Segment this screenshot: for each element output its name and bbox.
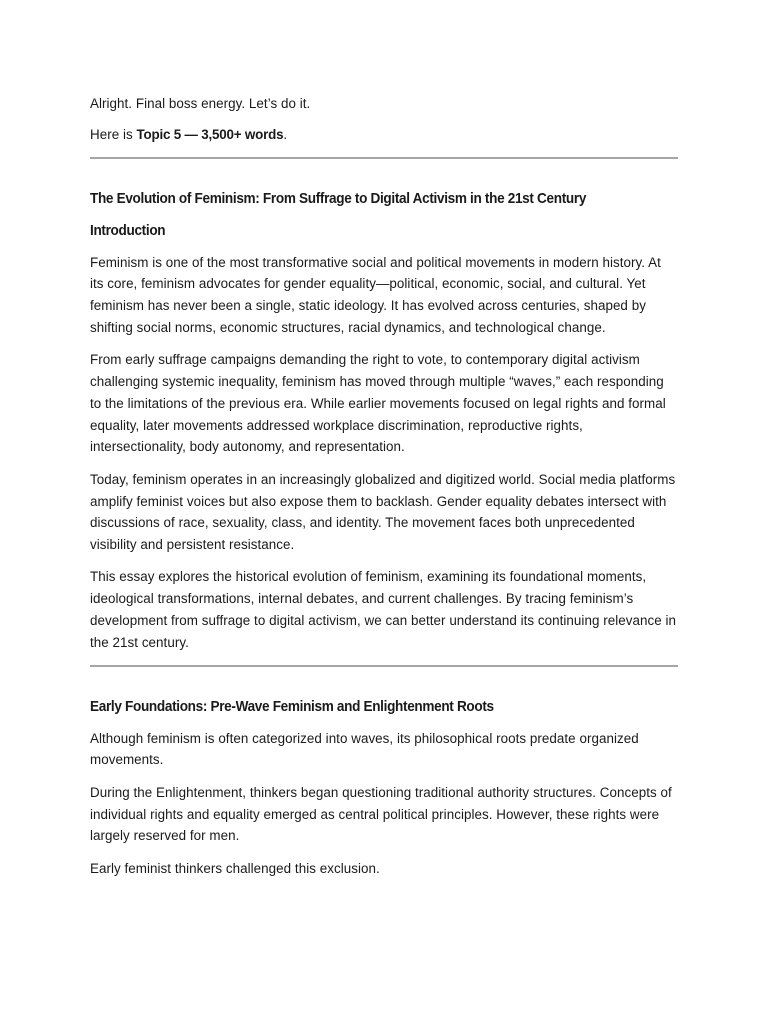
early-foundations-paragraph: Early feminist thinkers challenged this exclusion. <box>90 860 380 876</box>
introduction-heading: Introduction <box>90 222 166 239</box>
essay-title: The Evolution of Feminism: From Suffrage to Digital Activism in the 21st Century <box>90 190 587 207</box>
early-foundations-paragraph: Although feminism is often categorized into waves, its philosophical roots predate organized movements. <box>90 730 639 768</box>
preface-prefix: Here is <box>90 126 137 142</box>
introduction-paragraph: Today, feminism operates in an increasingly globalized and digitized world. Social media platforms amplify feminist voices but also expose them to backlash. Gender equality debates intersect with discussions of race, sexuality, class, and identity. The movement faces both unprecedented visibility and persistent resistance. <box>90 471 676 553</box>
section-divider <box>90 157 678 159</box>
introduction-paragraph: This essay explores the historical evolution of feminism, examining its foundational moments, ideological transformations, internal debates, and current challenges. By tracing feminism’s development from suffrage to digital activism, we can better understand its continuing relevance in the 21st century. <box>90 569 677 650</box>
preface-suffix: . <box>283 126 288 142</box>
introduction-paragraph: From early suffrage campaigns demanding the right to vote, to contemporary digital activism challenging systemic inequality, feminism has moved through multiple “waves,” each responding to the limitations of the previous era. While earlier movements focused on legal rights and formal equality, later movements addressed workplace discrimination, reproductive rights, intersectionality, body autonomy, and representation. <box>90 352 666 455</box>
section-divider <box>90 665 678 667</box>
preface-line: Alright. Final boss energy. Let’s do it. <box>90 96 311 111</box>
introduction-paragraph: Feminism is one of the most transformative social and political movements in modern history. At its core, feminism advocates for gender equality—political, economic, social, and cultural. Yet feminism has never been a single, static ideology. It has evolved across centuries, shaped by shifting social norms, economic structures, racial dynamics, and technological change. <box>90 254 661 335</box>
document-page <box>90 93 678 890</box>
early-foundations-paragraph: During the Enlightenment, thinkers began questioning traditional authority structures. Concepts of individual rights and equality emerged as central political principles. However, these rights were largely reserved for men. <box>90 784 672 844</box>
early-foundations-heading: Early Foundations: Pre-Wave Feminism and Enlightenment Roots <box>90 698 494 715</box>
preface-topic-line <box>90 124 678 146</box>
preface-topic-bold: Topic 5 — 3,500+ words <box>136 126 284 142</box>
